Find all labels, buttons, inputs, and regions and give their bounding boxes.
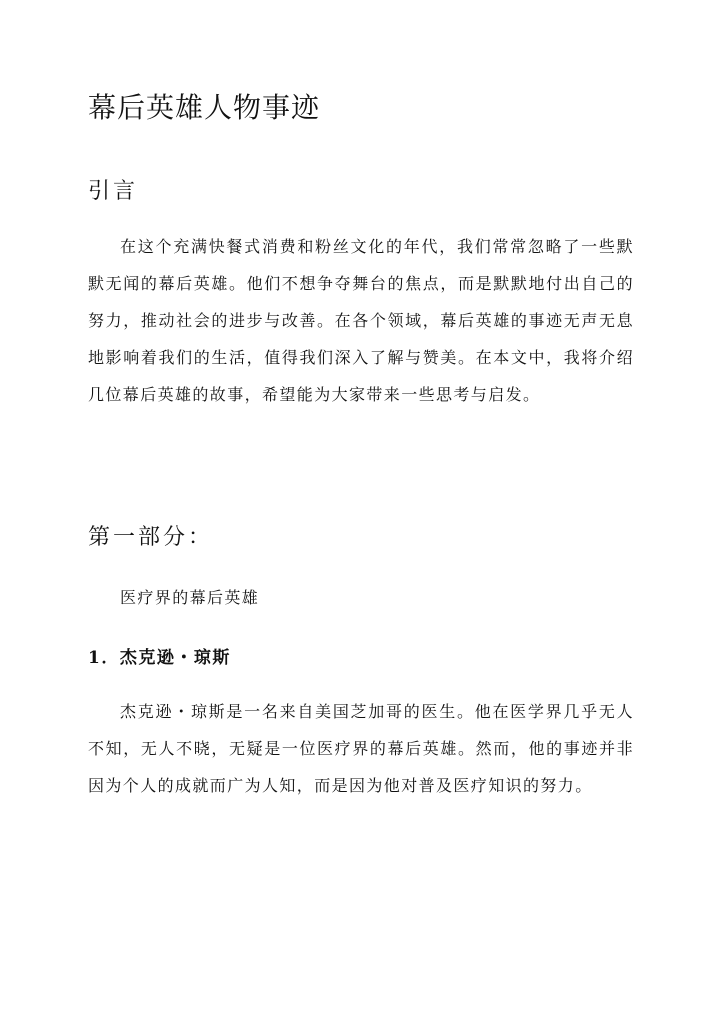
part1-heading: 第一部分：: [88, 525, 214, 550]
part1-subheading: 医疗界的幕后英雄: [120, 588, 260, 607]
item1-paragraph: 杰克逊・琼斯是一名来自美国芝加哥的医生。他在医学界几乎无人不知，无人不晓，无疑是一位医疗界的幕后英雄。然而，他的事迹并非因为个人的成就而广为人知，而是因为他对普及医疗知识的努力。: [88, 702, 634, 795]
intro-heading: 引言: [88, 179, 139, 204]
item1-heading: 1．杰克逊・琼斯: [88, 648, 231, 668]
intro-paragraph: 在这个充满快餐式消费和粉丝文化的年代，我们常常忽略了一些默默无闻的幕后英雄。他们不想争夺舞台的焦点，而是默默地付出自己的努力，推动社会的进步与改善。在各个领域，幕后英雄的事迹无声无息地影响着我们的生活，值得我们深入了解与赞美。在本文中，我将介绍几位幕后英雄的故事，希望能为大家带来一些思考与启发。: [88, 237, 634, 404]
document-title: 幕后英雄人物事迹: [88, 91, 321, 124]
